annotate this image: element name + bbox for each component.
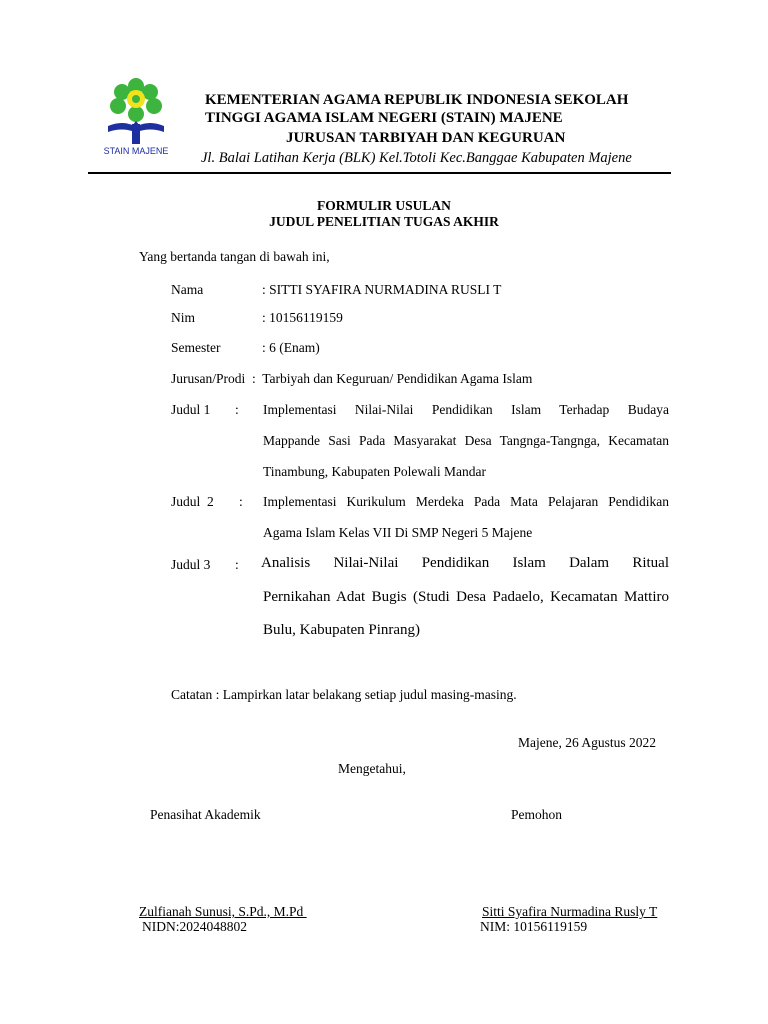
- applicant-nim: NIM: 10156119159: [480, 919, 588, 934]
- nama-label: Nama: [171, 282, 204, 297]
- judul2-line: Agama Islam Kelas VII Di SMP Negeri 5 Majene: [263, 525, 533, 540]
- advisor-role: Penasihat Akademik: [150, 807, 261, 822]
- catatan-text: Catatan : Lampirkan latar belakang setiap judul masing-masing.: [171, 687, 517, 702]
- form-subtitle: JUDUL PENELITIAN TUGAS AKHIR: [269, 214, 499, 229]
- judul3-line: Analisis Nilai-Nilai Pendidikan Islam Dalam Ritual: [261, 555, 669, 571]
- letterhead-divider: [88, 172, 671, 174]
- letterhead-line2: TINGGI AGAMA ISLAM NEGERI (STAIN) MAJENE: [205, 110, 563, 126]
- judul1-line: Implementasi Nilai-Nilai Pendidikan Islam Terhadap Budaya: [263, 402, 669, 417]
- form-title: FORMULIR USULAN: [317, 198, 451, 213]
- nim-value: : 10156119159: [262, 310, 343, 325]
- judul2-colon: :: [239, 494, 243, 509]
- jurusan-line: Jurusan/Prodi : Tarbiyah dan Keguruan/ Pendidikan Agama Islam: [171, 371, 533, 386]
- svg-text:STAIN MAJENE: STAIN MAJENE: [103, 146, 169, 156]
- place-date: Majene, 26 Agustus 2022: [518, 735, 656, 750]
- applicant-name: Sitti Syafira Nurmadina Rusly T: [482, 904, 658, 919]
- stain-majene-logo: [94, 74, 178, 160]
- judul2-line: Implementasi Kurikulum Merdeka Pada Mata Pelajaran Pendidikan: [263, 494, 669, 509]
- semester-value: : 6 (Enam): [262, 340, 320, 355]
- book-icon: [108, 121, 164, 144]
- nim-label: Nim: [171, 310, 196, 325]
- letterhead-line3: JURUSAN TARBIYAH DAN KEGURUAN: [286, 130, 566, 146]
- letterhead-address: Jl. Balai Latihan Kerja (BLK) Kel.Totoli Kec.Banggae Kabupaten Majene: [201, 150, 632, 166]
- flower-emblem-icon: [110, 78, 162, 122]
- judul1-label: Judul 1: [171, 402, 211, 417]
- nama-value: : SITTI SYAFIRA NURMADINA RUSLI T: [262, 282, 502, 297]
- judul3-label: Judul 3: [171, 557, 211, 572]
- judul3-line: Pernikahan Adat Bugis (Studi Desa Padaelo, Kecamatan Mattiro: [263, 589, 669, 605]
- applicant-role: Pemohon: [511, 807, 563, 822]
- letterhead-line1: KEMENTERIAN AGAMA REPUBLIK INDONESIA SEKOLAH: [205, 92, 629, 108]
- judul2-label: Judul 2: [171, 494, 214, 509]
- judul1-line: Tinambung, Kabupaten Polewali Mandar: [263, 464, 486, 479]
- advisor-nidn: NIDN:2024048802: [142, 919, 247, 934]
- semester-label: Semester: [171, 340, 221, 355]
- judul3-line: Bulu, Kabupaten Pinrang): [263, 622, 421, 638]
- intro-text: Yang bertanda tangan di bawah ini,: [139, 249, 330, 264]
- advisor-name: Zulfianah Sunusi, S.Pd., M.Pd: [139, 904, 307, 919]
- judul1-colon: :: [235, 402, 239, 417]
- judul3-colon: :: [235, 557, 239, 572]
- judul1-line: Mappande Sasi Pada Masyarakat Desa Tangnga-Tangnga, Kecamatan: [263, 433, 669, 448]
- mengetahui-text: Mengetahui,: [338, 761, 406, 776]
